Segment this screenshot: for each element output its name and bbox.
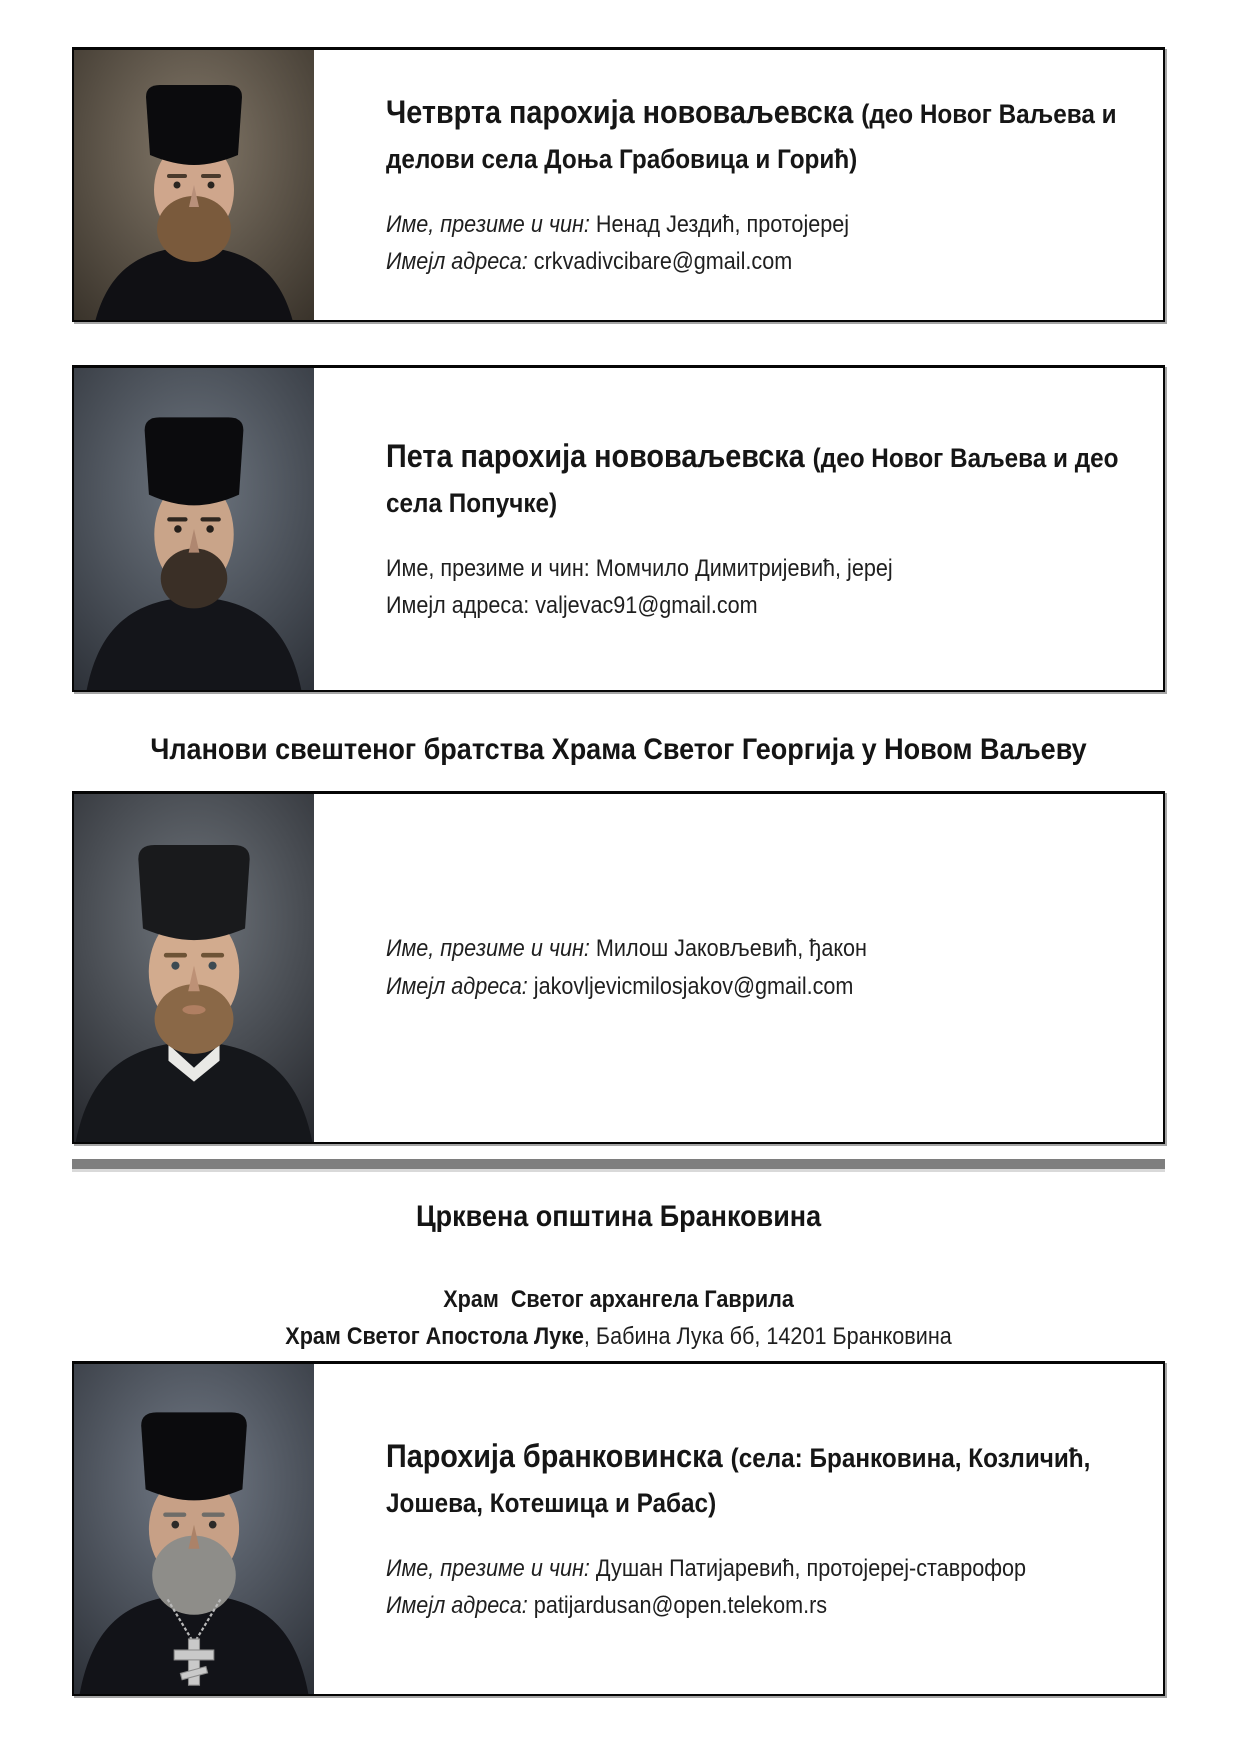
parish-info <box>314 50 1163 320</box>
priest-name-line <box>386 206 1133 243</box>
parish-title-main: Четврта парохија нововаљевска <box>386 94 854 131</box>
priest-photo <box>74 1364 314 1694</box>
deacon-card-jakovljevic <box>72 791 1165 1144</box>
parish-title-area: (села: Бранковина, Козличић, Јошева, Котешица и Рабас) <box>386 1443 1091 1518</box>
priest-photo <box>74 368 314 690</box>
temple-name-luka: Храм Светог Апостола Луке <box>285 1323 584 1350</box>
email-value: valjevac91@gmail.com <box>535 591 758 619</box>
email-label: Имејл адреса: <box>386 972 528 1000</box>
priest-name-line <box>386 1550 1133 1587</box>
priest-photo-illustration <box>74 794 314 1142</box>
section-heading-brotherhood: Чланови свештеног братства Храма Светог Георгија у Новом Ваљеву <box>150 733 1087 766</box>
email-value: jakovljevicmilosjakov@gmail.com <box>533 972 854 1000</box>
name-label: Име, презиме и чин: <box>386 554 590 582</box>
parish-title <box>386 90 1133 180</box>
priest-email-line <box>386 587 1133 624</box>
parish-info <box>314 368 1163 690</box>
parish-card-brankovinska <box>72 1361 1165 1696</box>
priest-email-line <box>386 968 1133 1005</box>
section-divider <box>72 1159 1165 1172</box>
priest-photo <box>74 50 314 320</box>
priest-photo-illustration <box>74 368 314 690</box>
parish-title-area: (део Новог Ваљева и делови села Доња Грабовица и Горић) <box>386 99 1117 174</box>
email-value: crkvadivcibare@gmail.com <box>533 247 793 275</box>
parish-title <box>386 434 1133 524</box>
temple-address: , Бабина Лука бб, 14201 Бранковина <box>583 1323 952 1350</box>
deacon-info <box>314 794 1163 1142</box>
priest-email-line <box>386 243 1133 280</box>
parish-card-4th-novovaljevska <box>72 47 1165 322</box>
priest-email-line <box>386 1587 1133 1624</box>
parish-card-5th-novovaljevska <box>72 365 1165 692</box>
priest-photo <box>74 794 314 1142</box>
parish-title-area: (део Новог Ваљева и део села Попучке) <box>386 443 1119 518</box>
section-heading-municipality: Црквена општина Бранковина <box>415 1199 822 1233</box>
temple-name-gavrilo: Храм Светог архангела Гаврила <box>443 1286 794 1313</box>
priest-photo-illustration <box>74 1364 314 1694</box>
name-label: Име, презиме и чин: <box>386 1554 590 1582</box>
parish-title <box>386 1434 1133 1524</box>
name-label: Име, презиме и чин: <box>386 935 590 963</box>
name-value: Момчило Димитријевић, јереј <box>595 554 893 582</box>
priest-name-line <box>386 930 1133 967</box>
email-value: patijardusan@open.telekom.rs <box>533 1591 828 1619</box>
parish-info <box>314 1364 1163 1694</box>
priest-name-line <box>386 550 1133 587</box>
temple-name-luka-line <box>72 1323 1165 1351</box>
priest-photo-illustration <box>74 50 314 320</box>
parish-title-main: Пета парохија нововаљевска <box>386 438 805 475</box>
email-label: Имејл адреса: <box>386 247 528 275</box>
name-value: Милош Јаковљевић, ђакон <box>595 935 867 963</box>
email-label: Имејл адреса: <box>386 1591 528 1619</box>
name-value: Ненад Јездић, протојереј <box>595 210 850 238</box>
name-label: Име, презиме и чин: <box>386 210 590 238</box>
name-value: Душан Патијаревић, протојереј-ставрофор <box>595 1554 1027 1582</box>
email-label: Имејл адреса: <box>386 591 530 619</box>
parish-title-main: Парохија бранковинска <box>386 1438 723 1475</box>
